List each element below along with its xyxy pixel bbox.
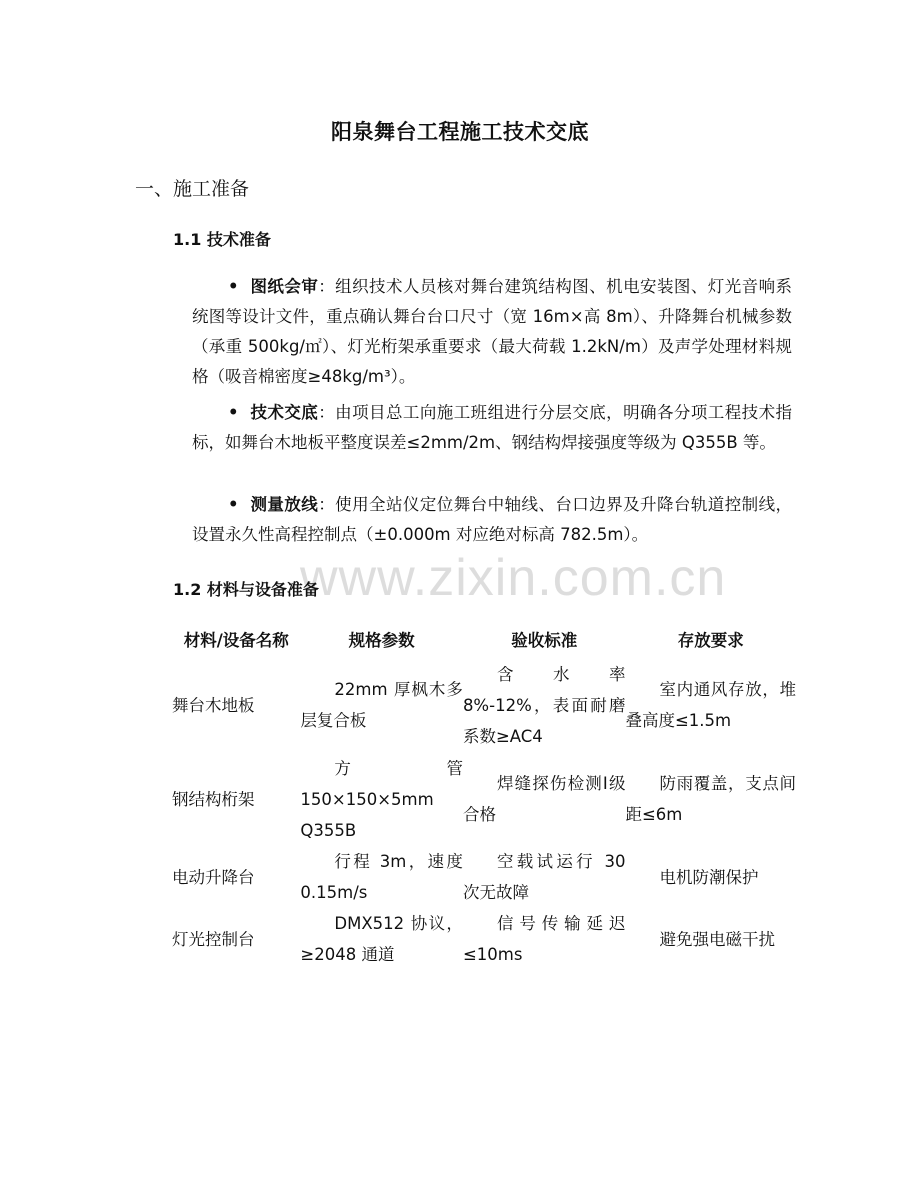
bullet-dot-icon: • xyxy=(228,403,239,422)
table-header-row xyxy=(166,620,796,658)
table-cell-storage: 电机防潮保护 xyxy=(659,867,759,887)
table-row xyxy=(166,908,796,970)
table-header-spec: 规格参数 xyxy=(348,631,415,650)
table-cell-spec: 22mm 厚枫木多层复合板 xyxy=(300,680,463,730)
bullet-dot-icon: • xyxy=(228,495,239,514)
bullet-term: 图纸会审 xyxy=(250,277,319,296)
section-heading-construction-prep: 一、施工准备 xyxy=(135,178,250,200)
watermark: www.zixin.com.cn xyxy=(300,549,727,607)
bullet-text: ：组织技术人员核对舞台建筑结构图、机电安装图、灯光音响系统图等设计文件，重点确认舞台台口尺寸（宽 16m×高 8m）、升降舞台机械参数（承重 500kg/㎡）、灯光桁架承重要求（最大荷载 1.2kN/m）及声学处理材料规格（吸音棉密度≥48kg/m³）。 xyxy=(192,277,792,386)
table-row xyxy=(166,752,796,846)
table-cell-acceptance: 含水率 8%-12%，表面耐磨系数≥AC4 xyxy=(462,664,626,746)
table-row xyxy=(166,658,796,752)
document-title: 阳泉舞台工程施工技术交底 xyxy=(331,120,589,144)
bullet-text: ：由项目总工向施工班组进行分层交底，明确各分项工程技术指标，如舞台木地板平整度误差≤2mm/2m、钢结构焊接强度等级为 Q355B 等。 xyxy=(192,403,792,452)
table-cell-name: 舞台木地板 xyxy=(172,695,255,715)
table-cell-spec: 方管 150×150×5mm Q355B xyxy=(300,758,463,840)
bullet-dot-icon: • xyxy=(228,277,239,296)
bullet-text: ：使用全站仪定位舞台中轴线、台口边界及升降台轨道控制线，设置永久性高程控制点（±0.000m 对应绝对标高 782.5m）。 xyxy=(192,495,792,544)
table-cell-name: 电动升降台 xyxy=(172,867,255,887)
table-cell-spec: DMX512 协议，≥2048 通道 xyxy=(300,914,463,964)
bullet-term: 技术交底 xyxy=(250,403,319,422)
table-cell-spec: 行程 3m，速度 0.15m/s xyxy=(300,852,463,902)
table-row xyxy=(166,846,796,908)
bullet-term: 测量放线 xyxy=(250,495,319,514)
table-cell-acceptance: 焊缝探伤检测Ⅰ级合格 xyxy=(462,774,626,824)
table-cell-storage: 室内通风存放，堆叠高度≤1.5m xyxy=(625,680,796,730)
table-header-storage: 存放要求 xyxy=(677,631,744,650)
bullet-survey-layout xyxy=(192,490,792,550)
table-cell-storage: 防雨覆盖，支点间距≤6m xyxy=(625,774,796,824)
table-cell-storage: 避免强电磁干扰 xyxy=(659,929,775,949)
bullet-drawing-review xyxy=(192,272,792,392)
bullet-technical-briefing xyxy=(192,398,792,458)
materials-equipment-table xyxy=(166,620,796,970)
table-cell-acceptance: 信号传输延迟≤10ms xyxy=(462,914,626,964)
subsection-heading-technical-prep: 1.1 技术准备 xyxy=(173,230,271,249)
table-cell-name: 灯光控制台 xyxy=(172,929,255,949)
table-cell-name: 钢结构桁架 xyxy=(172,789,255,809)
table-header-acceptance: 验收标准 xyxy=(511,631,578,650)
table-cell-acceptance: 空载试运行 30 次无故障 xyxy=(462,852,626,902)
table-header-name: 材料/设备名称 xyxy=(183,631,289,650)
subsection-heading-materials-equipment: 1.2 材料与设备准备 xyxy=(173,580,319,599)
